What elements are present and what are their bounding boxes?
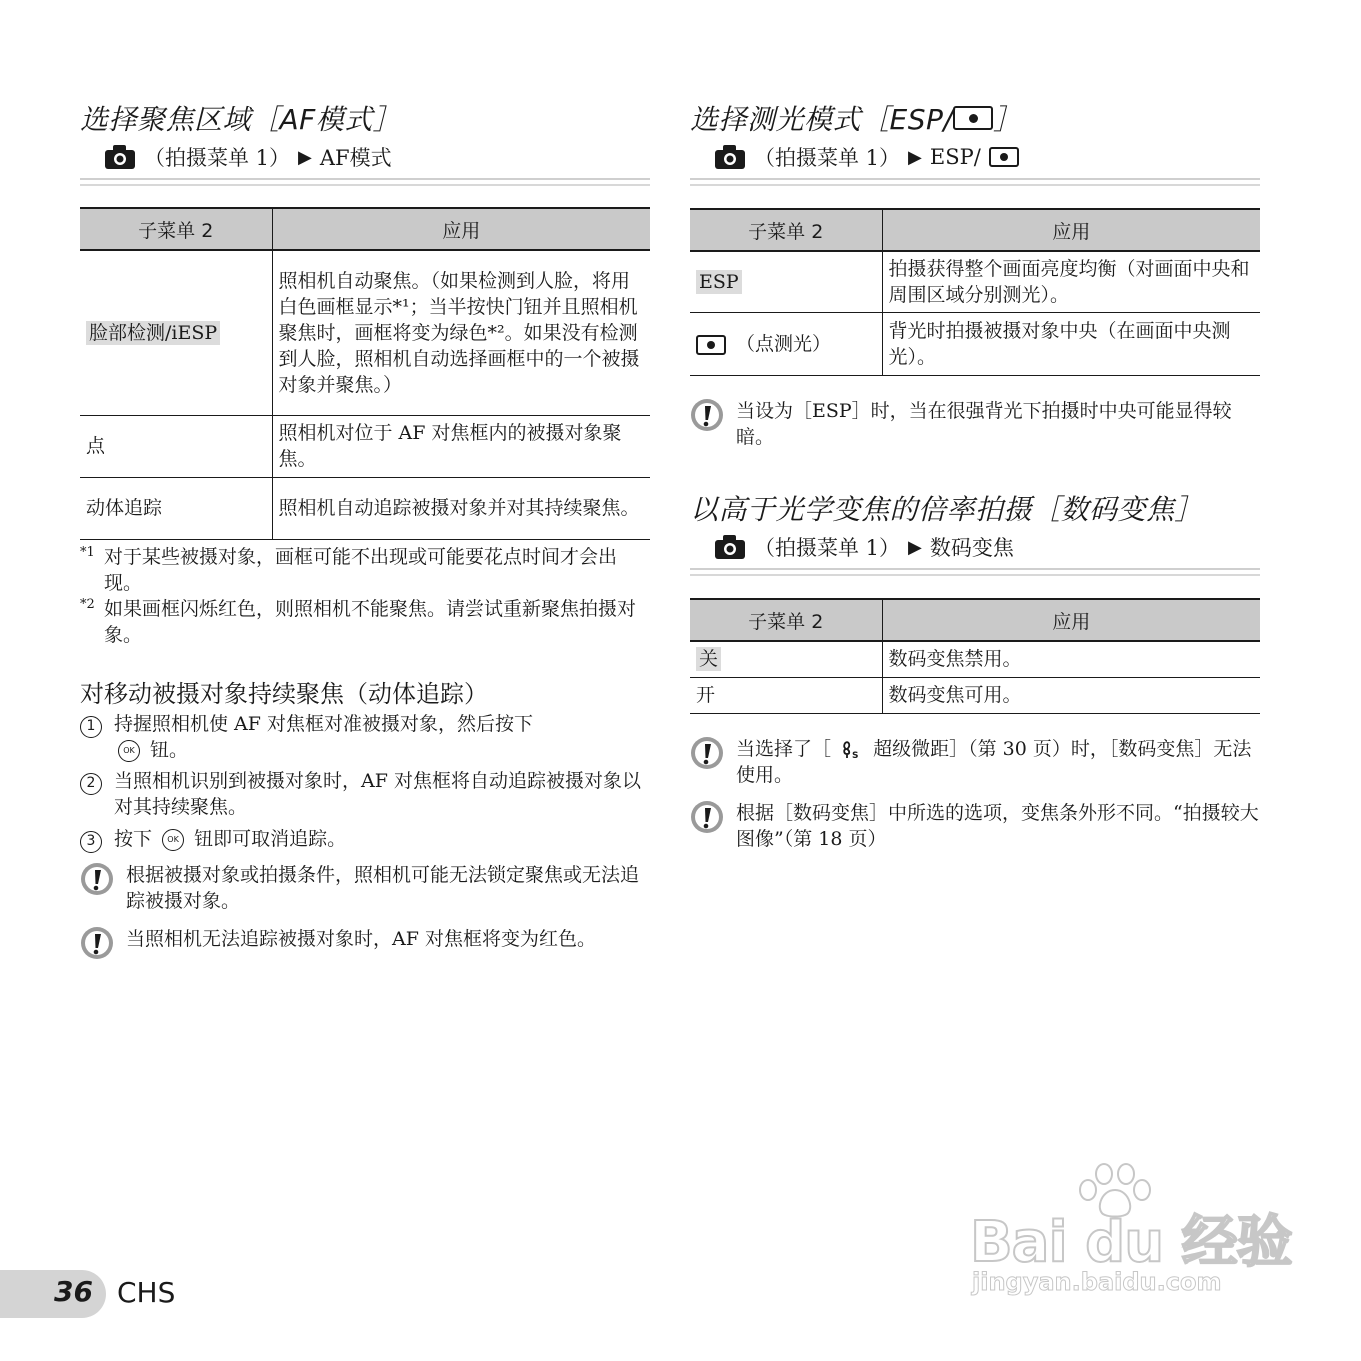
metering-menu-path <box>690 140 1260 180</box>
page-language: CHS <box>117 1276 176 1309</box>
tracking-heading: 对移动被摄对象持续聚焦（动体追踪） <box>80 680 488 708</box>
step-text: 钮即可取消追踪。 <box>194 828 347 850</box>
table-cell: 动体追踪 <box>80 477 272 539</box>
footnote-mark: *1 <box>80 545 95 560</box>
table-cell: 照相机自动追踪被摄对象并对其持续聚焦。 <box>272 477 650 539</box>
step-text: 钮。 <box>150 739 189 761</box>
digital-zoom-menu-path <box>690 530 1260 570</box>
table-header: 子菜单 2 <box>80 208 272 250</box>
metering-title-prefix: 选择测光模式［ESP/ <box>690 103 954 136</box>
step-number: 2 <box>80 773 102 795</box>
table-cell: 开 <box>690 677 882 713</box>
caution-note <box>690 398 1260 450</box>
caution-text: 当设为［ESP］时，当在很强背光下拍摄时中央可能显得较暗。 <box>736 400 1232 448</box>
table-cell <box>80 250 272 415</box>
option-label: 关 <box>696 647 721 671</box>
spot-metering-icon <box>953 106 993 130</box>
table-cell: 背光时拍摄被摄对象中央（在画面中央测光）。 <box>882 313 1260 376</box>
step-text: 按下 <box>114 828 153 850</box>
af-mode-menu-path <box>80 140 650 180</box>
footnote-text: 如果画框闪烁红色，则照相机不能聚焦。请尝试重新聚焦拍摄对象。 <box>104 598 637 646</box>
camera-icon <box>714 144 746 170</box>
menu-target: AF模式 <box>319 146 392 170</box>
caution-icon <box>690 800 736 852</box>
table-cell: 数码变焦可用。 <box>882 677 1260 713</box>
caution-text: 根据［数码变焦］中所选的选项，变焦条外形不同。“拍摄较大图像”（第 18 页） <box>736 802 1259 850</box>
metering-title <box>690 98 1022 138</box>
caution-text: 根据被摄对象或拍摄条件，照相机可能无法锁定聚焦或无法追踪被摄对象。 <box>126 864 640 912</box>
svg-text:S: S <box>852 751 859 760</box>
step-text: 持握照相机使 AF 对焦框对准被摄对象，然后按下 <box>114 713 533 735</box>
play-arrow-icon: ▶ <box>908 536 922 558</box>
table-cell <box>690 313 882 376</box>
footnote <box>80 596 650 648</box>
page-number: 36 <box>54 1275 93 1308</box>
table-cell <box>690 641 882 677</box>
super-macro-icon <box>841 740 863 760</box>
footnote-mark: *2 <box>80 597 95 612</box>
camera-icon <box>104 144 136 170</box>
spot-metering-icon <box>989 147 1019 167</box>
af-mode-title: 选择聚焦区域［AF模式］ <box>80 103 402 136</box>
option-label: ESP <box>696 270 742 294</box>
step-item <box>80 826 650 853</box>
footnote <box>80 544 650 596</box>
metering-table <box>690 208 1260 376</box>
table-header: 子菜单 2 <box>690 209 882 251</box>
table-cell: 拍摄获得整个画面亮度均衡（对画面中央和周围区域分别测光）。 <box>882 251 1260 313</box>
menu-target: ESP/ <box>929 145 981 169</box>
table-row <box>80 415 650 477</box>
table-cell: 照相机对位于 AF 对焦框内的被摄对象聚焦。 <box>272 415 650 477</box>
caution-note <box>80 926 650 967</box>
ok-button-icon: OK <box>162 829 184 851</box>
step-number: 1 <box>80 716 102 738</box>
option-label: 脸部检测/iESP <box>86 321 220 345</box>
table-header: 应用 <box>272 208 650 250</box>
table-row <box>690 313 1260 376</box>
spot-metering-icon <box>696 335 726 355</box>
table-cell: 照相机自动聚焦。（如果检测到人脸，将用白色画框显示*¹；当半按快门钮并且照相机聚焦时，画框将变为绿色*²。如果没有检测到人脸，照相机自动选择画框中的一个被摄对象并聚焦。） <box>272 250 650 415</box>
menu-target: 数码变焦 <box>929 536 1014 560</box>
watermark-url: jingyan.baidu.com <box>972 1268 1222 1296</box>
step-number: 3 <box>80 831 102 853</box>
table-row <box>80 250 650 415</box>
footnote-text: 对于某些被摄对象，画框可能不出现或可能要花点时间才会出现。 <box>104 546 618 594</box>
watermark-text: Bai du 经验 <box>970 1210 1292 1275</box>
caution-note <box>80 862 650 914</box>
table-cell: 点 <box>80 415 272 477</box>
table-row <box>690 251 1260 313</box>
baidu-watermark <box>960 1160 1292 1310</box>
caution-note <box>690 800 1260 852</box>
table-row <box>80 477 650 539</box>
menu-path-label: （拍摄菜单 1） <box>754 146 901 170</box>
af-mode-table <box>80 207 650 540</box>
play-arrow-icon: ▶ <box>908 146 922 168</box>
caution-text: 超级微距］（第 30 页）时，［数码变焦］无法使用。 <box>736 738 1252 786</box>
caution-icon <box>690 736 736 788</box>
caution-text: 当选择了［ <box>736 738 832 760</box>
caution-icon <box>80 926 126 967</box>
step-text: 当照相机识别到被摄对象时，AF 对焦框将自动追踪被摄对象以对其持续聚焦。 <box>114 770 641 818</box>
menu-path-label: （拍摄菜单 1） <box>754 536 901 560</box>
digital-zoom-title: 以高于光学变焦的倍率拍摄［数码变焦］ <box>690 493 1204 526</box>
caution-note <box>690 736 1260 788</box>
table-cell: 数码变焦禁用。 <box>882 641 1260 677</box>
caution-icon <box>690 398 736 450</box>
table-header: 应用 <box>882 599 1260 641</box>
table-cell <box>690 251 882 313</box>
caution-text: 当照相机无法追踪被摄对象时，AF 对焦框将变为红色。 <box>126 928 596 950</box>
metering-title-suffix: ］ <box>993 103 1022 136</box>
caution-icon <box>80 862 126 914</box>
camera-icon <box>714 534 746 560</box>
menu-path-label: （拍摄菜单 1） <box>144 146 291 170</box>
step-item <box>80 768 650 820</box>
table-header: 子菜单 2 <box>690 599 882 641</box>
ok-button-icon: OK <box>118 740 140 762</box>
table-header: 应用 <box>882 209 1260 251</box>
play-arrow-icon: ▶ <box>298 146 312 168</box>
table-row <box>690 677 1260 713</box>
table-row <box>690 641 1260 677</box>
step-item <box>80 711 650 763</box>
digital-zoom-table <box>690 598 1260 714</box>
option-label: （点测光） <box>736 333 832 355</box>
